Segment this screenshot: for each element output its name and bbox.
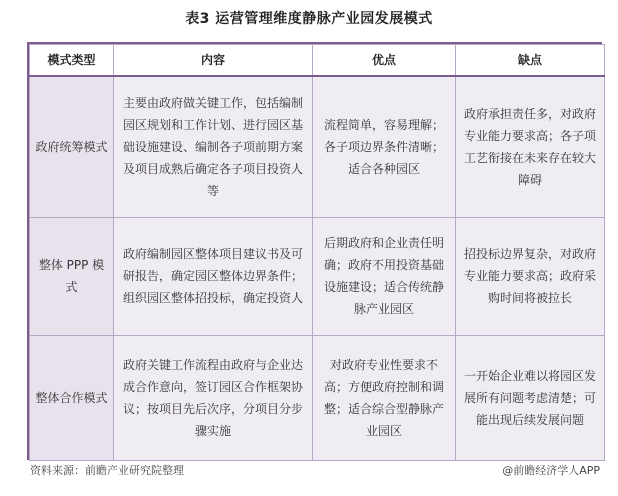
table-row [30,335,605,460]
row-type: 整体合作模式 [30,335,114,460]
row-cons: 一开始企业难以将园区发展所有问题考虑清楚；可能出现后续发展问题 [456,335,605,460]
header-cons: 缺点 [456,45,605,77]
table-row [30,76,605,217]
comparison-table [27,42,602,460]
row-type: 整体 PPP 模式 [30,217,114,335]
row-content: 政府编制园区整体项目建议书及可研报告，确定园区整体边界条件；组织园区整体招投标，确定投资人 [114,217,313,335]
row-pros: 流程简单，容易理解；各子项边界条件清晰；适合各种园区 [313,76,456,217]
brand-credit: @前瞻经济学人APP [502,464,600,477]
row-pros: 对政府专业性要求不高；方便政府控制和调整；适合综合型静脉产业园区 [313,335,456,460]
header-pros: 优点 [313,45,456,77]
source-note: 资料来源：前瞻产业研究院整理 [30,464,184,477]
header-content: 内容 [114,45,313,77]
row-content: 主要由政府做关键工作，包括编制园区规划和工作计划、进行园区基础设施建设、编制各子项前期方案及项目成熟后确定各子项目投资人等 [114,76,313,217]
row-pros: 后期政府和企业责任明确；政府不用投资基础设施建设；适合传统静脉产业园区 [313,217,456,335]
table-title: 表3 运营管理维度静脉产业园发展模式 [185,11,433,27]
table-row [30,217,605,335]
row-content: 政府关键工作流程由政府与企业达成合作意向，签订园区合作框架协议；按项目先后次序，分项目分步骤实施 [114,335,313,460]
row-cons: 招投标边界复杂，对政府专业能力要求高；政府采购时间将被拉长 [456,217,605,335]
table-header-row [30,45,605,77]
row-cons: 政府承担责任多，对政府专业能力要求高；各子项工艺衔接在未来存在较大障碍 [456,76,605,217]
row-type: 政府统筹模式 [30,76,114,217]
header-type: 模式类型 [30,45,114,77]
